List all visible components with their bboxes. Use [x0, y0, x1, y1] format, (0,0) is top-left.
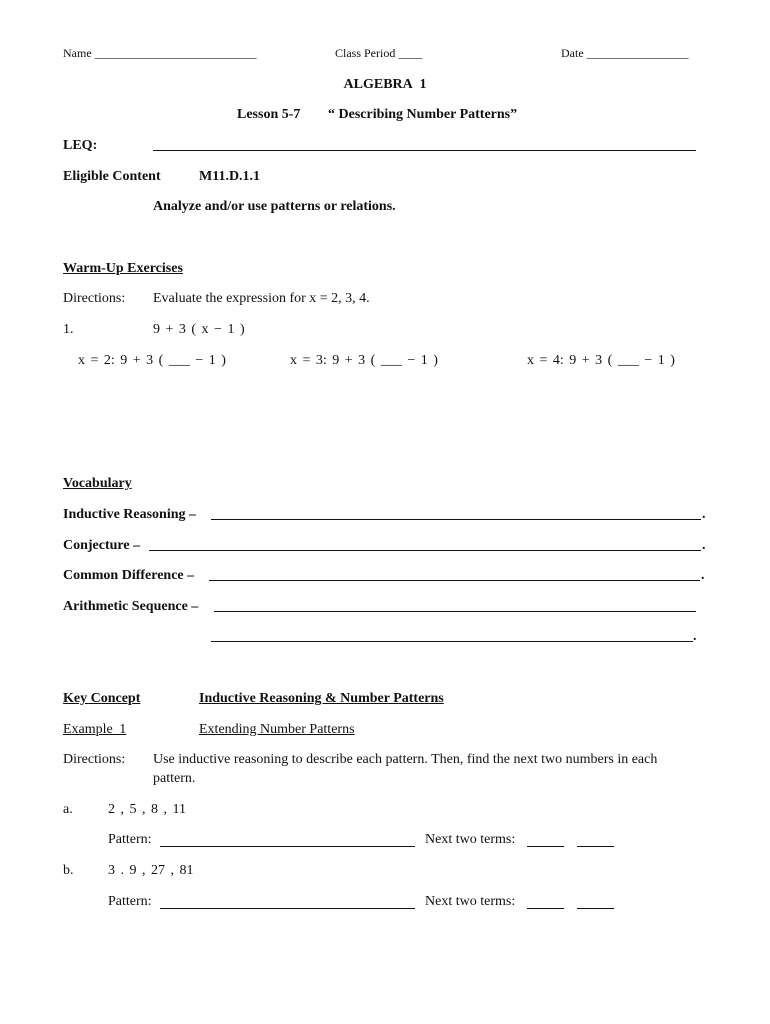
example-directions-line2: pattern.	[153, 771, 196, 786]
item-b-letter: b.	[63, 863, 74, 878]
vocab-answer-line	[214, 611, 696, 612]
example-title: Extending Number Patterns	[199, 722, 355, 737]
page-title: ALGEBRA 1	[343, 77, 427, 92]
item-b-next-term-line-2	[577, 908, 614, 909]
item-a-next-term-line-1	[527, 846, 564, 847]
period-mark: .	[693, 629, 697, 644]
warmup-case-x4: x = 4: 9 + 3 ( ___ − 1 )	[527, 353, 675, 368]
date-field-label: Date _________________	[561, 46, 689, 60]
vocab-answer-line	[209, 580, 700, 581]
vocab-answer-line	[211, 641, 693, 642]
vocabulary-heading: Vocabulary	[63, 476, 132, 491]
vocab-term-inductive-reasoning: Inductive Reasoning –	[63, 507, 197, 522]
item-b-pattern-line	[160, 908, 415, 909]
key-concept-label: Key Concept	[63, 691, 141, 706]
leq-answer-line	[153, 150, 696, 151]
item-b-next-term-line-1	[527, 908, 564, 909]
vocab-answer-line	[211, 519, 701, 520]
item-a-next-term-line-2	[577, 846, 614, 847]
period-mark: .	[702, 538, 706, 553]
vocab-term-conjecture: Conjecture –	[63, 538, 141, 553]
period-mark: .	[702, 507, 706, 522]
warmup-heading: Warm-Up Exercises	[63, 261, 183, 276]
eligible-content-description: Analyze and/or use patterns or relations.	[153, 199, 396, 214]
warmup-case-x2: x = 2: 9 + 3 ( ___ − 1 )	[78, 353, 226, 368]
item-a-pattern-label: Pattern:	[108, 832, 152, 847]
period-mark: .	[701, 568, 705, 583]
item-a-next-terms-label: Next two terms:	[425, 832, 516, 847]
eligible-content-code: M11.D.1.1	[199, 169, 261, 184]
example-directions-label: Directions:	[63, 752, 126, 767]
warmup-directions-text: Evaluate the expression for x = 2, 3, 4.	[153, 291, 370, 306]
item-a-sequence: 2 , 5 , 8 , 11	[108, 802, 186, 817]
lesson-title: “ Describing Number Patterns”	[328, 107, 518, 122]
class-period-field-label: Class Period ____	[335, 46, 423, 60]
eligible-content-label: Eligible Content	[63, 169, 161, 184]
item-a-letter: a.	[63, 802, 73, 817]
item-b-next-terms-label: Next two terms:	[425, 894, 516, 909]
example-label: Example 1	[63, 722, 127, 737]
name-field-label: Name ___________________________	[63, 46, 257, 60]
example-directions-line1: Use inductive reasoning to describe each pattern. Then, find the next two numbers in each	[153, 752, 658, 767]
vocab-answer-line	[149, 550, 701, 551]
leq-label: LEQ:	[63, 138, 98, 153]
warmup-directions-label: Directions:	[63, 291, 126, 306]
key-concept-title: Inductive Reasoning & Number Patterns	[199, 691, 444, 706]
lesson-number: Lesson 5-7	[237, 107, 301, 122]
item-b-sequence: 3 . 9 , 27 , 81	[108, 863, 194, 878]
vocab-term-common-difference: Common Difference –	[63, 568, 195, 583]
item-a-pattern-line	[160, 846, 415, 847]
warmup-case-x3: x = 3: 9 + 3 ( ___ − 1 )	[290, 353, 438, 368]
warmup-problem-number: 1.	[63, 322, 74, 337]
warmup-expression: 9 + 3 ( x − 1 )	[153, 322, 245, 337]
item-b-pattern-label: Pattern:	[108, 894, 152, 909]
vocab-term-arithmetic-sequence: Arithmetic Sequence –	[63, 599, 199, 614]
